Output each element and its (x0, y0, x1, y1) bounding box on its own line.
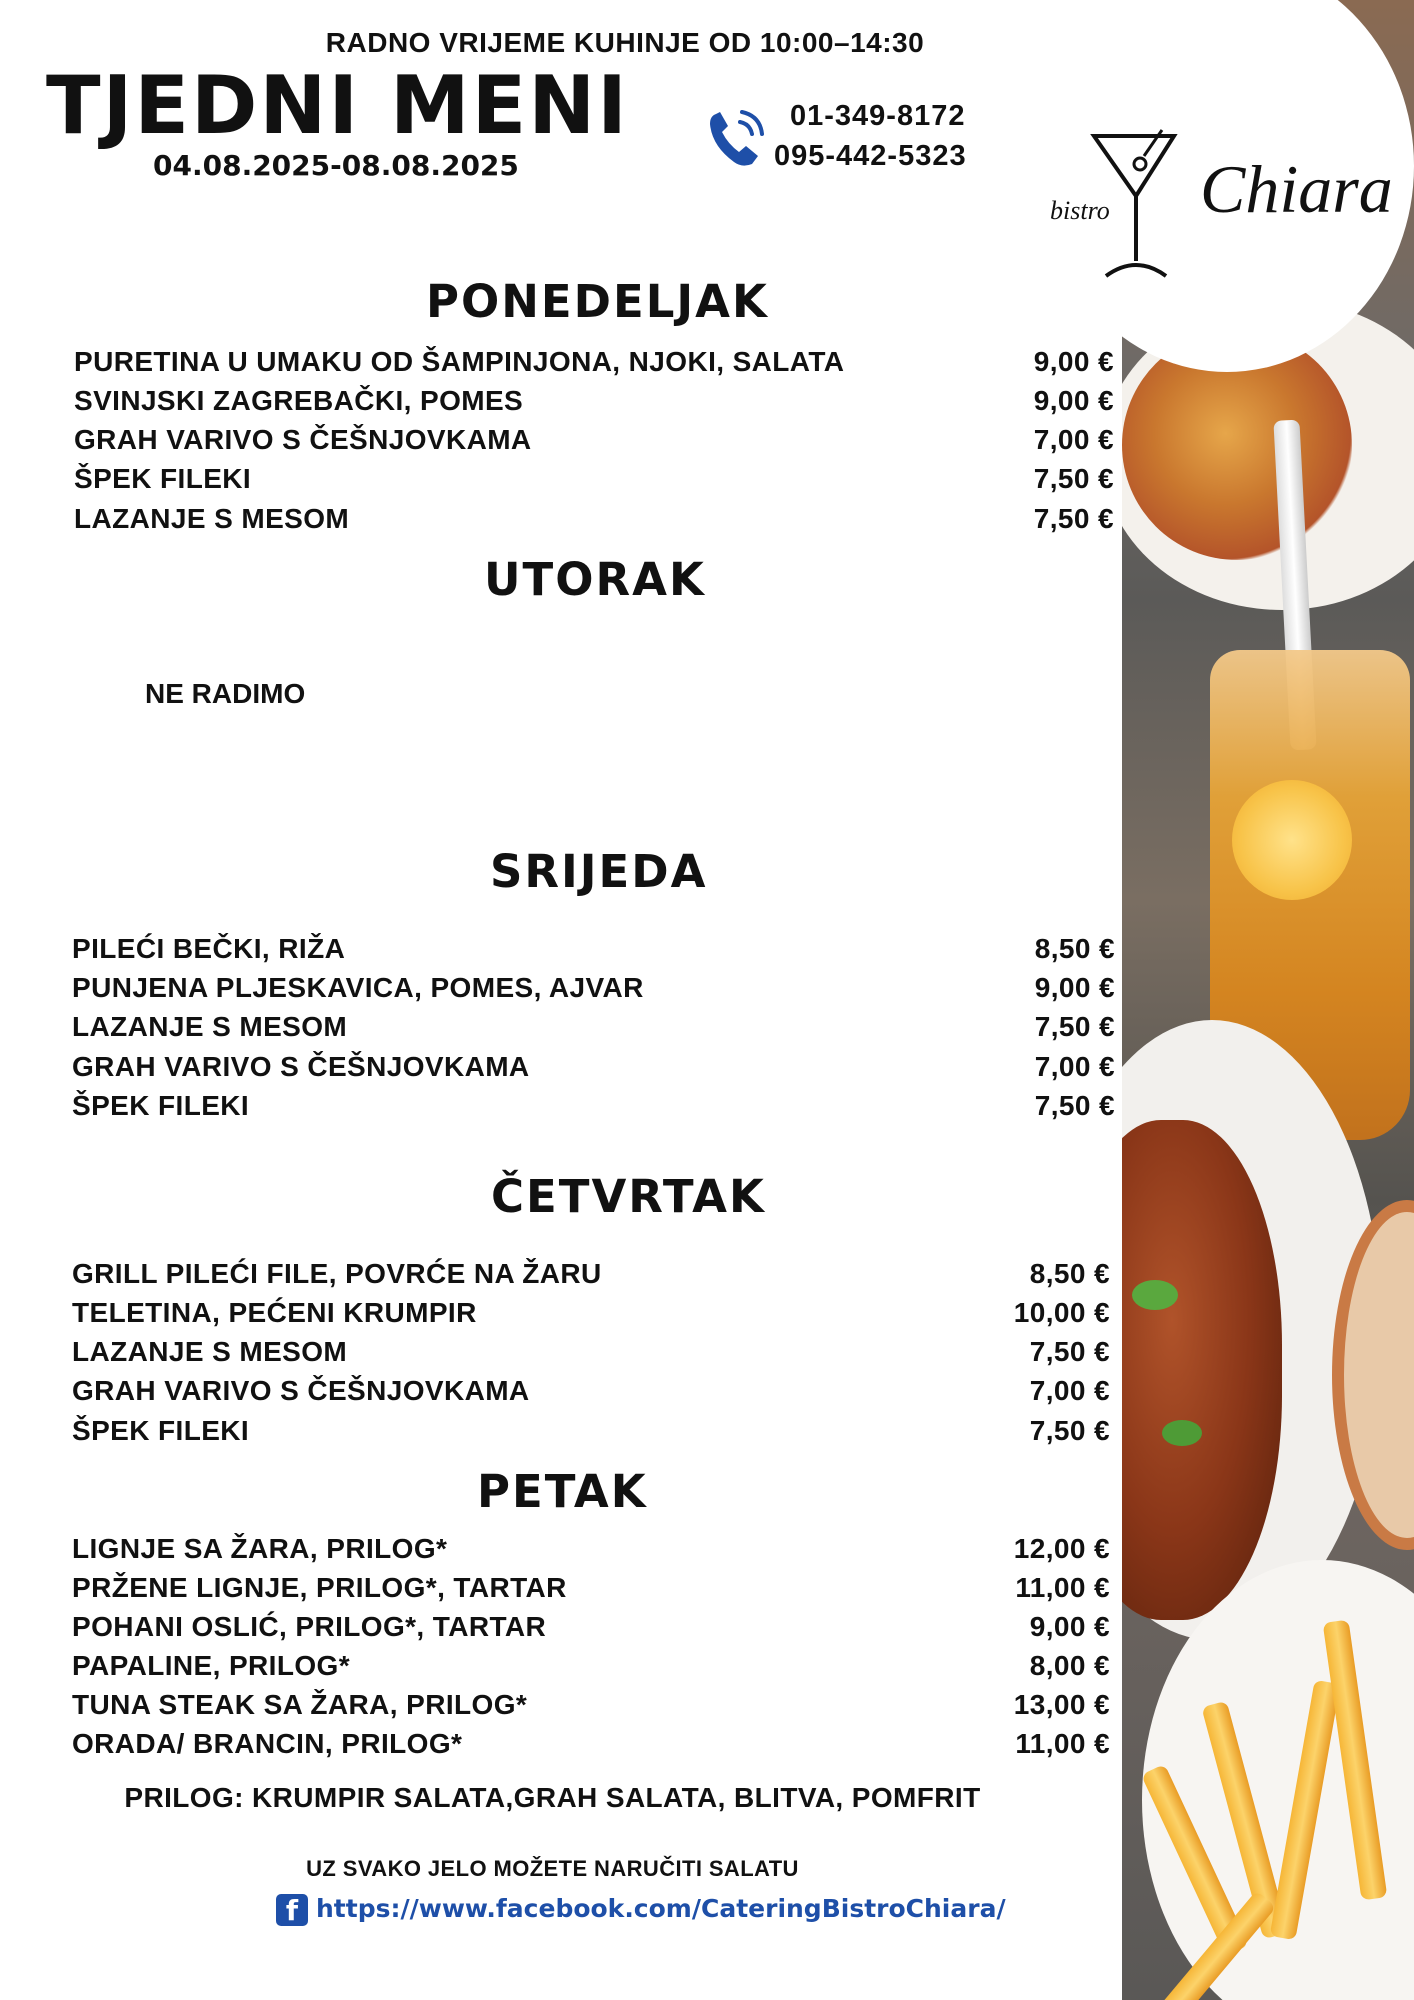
menu-item (72, 1011, 1115, 1047)
logo-prefix: bistro (1050, 196, 1110, 225)
menu-item (72, 933, 1115, 969)
item-price: 9,00 € (1033, 346, 1114, 377)
menu-item (72, 972, 1115, 1008)
item-name: PURETINA U UMAKU OD ŠAMPINJONA, NJOKI, SALATA (74, 346, 845, 377)
item-price: 9,00 € (1034, 972, 1115, 1003)
item-name: ŠPEK FILEKI (72, 1090, 250, 1121)
menu-item (72, 1090, 1115, 1126)
menu-item (72, 1611, 1110, 1647)
item-price: 11,00 € (1015, 1572, 1110, 1603)
item-price: 8,00 € (1029, 1650, 1110, 1681)
item-price: 7,50 € (1033, 463, 1114, 494)
item-name: PRŽENE LIGNJE, PRILOG*, TARTAR (72, 1572, 567, 1603)
item-name: LAZANJE S MESOM (72, 1011, 348, 1042)
item-name: ORADA/ BRANCIN, PRILOG* (72, 1728, 463, 1759)
item-name: GRAH VARIVO S ČEŠNJOVKAMA (74, 424, 532, 455)
item-name: GRAH VARIVO S ČEŠNJOVKAMA (72, 1375, 530, 1406)
item-price: 7,50 € (1029, 1415, 1110, 1446)
item-name: PILEĆI BEČKI, RIŽA (72, 933, 346, 964)
page-title: TJEDNI MENI (46, 59, 629, 152)
item-name: GRAH VARIVO S ČEŠNJOVKAMA (72, 1051, 530, 1082)
phone-number-2[interactable]: 095-442-5323 (774, 140, 967, 172)
menu-item (72, 1572, 1110, 1608)
item-name: SVINJSKI ZAGREBAČKI, POMES (74, 385, 524, 416)
menu-item (74, 385, 1114, 421)
menu-item (72, 1375, 1110, 1411)
menu-item (74, 346, 1114, 382)
day-heading-wednesday: SRIJEDA (490, 845, 708, 898)
menu-item (74, 463, 1114, 499)
item-price: 7,00 € (1034, 1051, 1115, 1082)
item-name: LIGNJE SA ŽARA, PRILOG* (72, 1533, 448, 1564)
item-price: 7,50 € (1029, 1336, 1110, 1367)
menu-item (72, 1297, 1110, 1333)
day-heading-monday: PONEDELJAK (426, 275, 769, 328)
menu-item (72, 1336, 1110, 1372)
menu-item (72, 1728, 1110, 1764)
menu-item (72, 1051, 1115, 1087)
phone-number-1[interactable]: 01-349-8172 (790, 100, 966, 132)
facebook-icon[interactable]: f (276, 1894, 308, 1926)
item-price: 7,50 € (1033, 503, 1114, 534)
menu-item (72, 1533, 1110, 1569)
item-name: TUNA STEAK SA ŽARA, PRILOG* (72, 1689, 528, 1720)
sides-note: PRILOG: KRUMPIR SALATA,GRAH SALATA, BLITVA, POMFRIT (124, 1782, 981, 1813)
item-name: LAZANJE S MESOM (74, 503, 350, 534)
item-name: PAPALINE, PRILOG* (72, 1650, 351, 1681)
facebook-link[interactable]: https://www.facebook.com/CateringBistroChiara/ (316, 1894, 1006, 1923)
salad-note: UZ SVAKO JELO MOŽETE NARUČITI SALATU (306, 1856, 799, 1881)
item-price: 7,00 € (1029, 1375, 1110, 1406)
item-price: 7,50 € (1034, 1011, 1115, 1042)
item-price: 10,00 € (1013, 1297, 1110, 1328)
date-range: 04.08.2025-08.08.2025 (153, 149, 519, 182)
scallion (1132, 1280, 1178, 1310)
item-price: 7,00 € (1033, 424, 1114, 455)
day-heading-tuesday: UTORAK (484, 553, 706, 606)
item-name: ŠPEK FILEKI (74, 463, 252, 494)
day-heading-friday: PETAK (477, 1465, 648, 1518)
scallion (1162, 1420, 1202, 1446)
menu-item (72, 1689, 1110, 1725)
lemon-slice (1232, 780, 1352, 900)
logo-name: Chiara (1200, 151, 1393, 227)
phone-icon (706, 108, 768, 170)
menu-item (74, 503, 1114, 539)
menu-item (72, 1415, 1110, 1451)
menu-item (72, 1650, 1110, 1686)
item-name: ŠPEK FILEKI (72, 1415, 250, 1446)
day-heading-thursday: ČETVRTAK (491, 1170, 766, 1223)
item-price: 13,00 € (1013, 1689, 1110, 1720)
closed-notice: NE RADIMO (145, 678, 306, 709)
item-name: GRILL PILEĆI FILE, POVRĆE NA ŽARU (72, 1258, 602, 1289)
item-name: PUNJENA PLJESKAVICA, POMES, AJVAR (72, 972, 644, 1003)
item-price: 8,50 € (1034, 933, 1115, 964)
item-price: 7,50 € (1034, 1090, 1115, 1121)
item-price: 9,00 € (1033, 385, 1114, 416)
kitchen-hours: RADNO VRIJEME KUHINJE OD 10:00–14:30 (325, 27, 925, 58)
menu-item (72, 1258, 1110, 1294)
item-name: LAZANJE S MESOM (72, 1336, 348, 1367)
item-price: 8,50 € (1029, 1258, 1110, 1289)
item-price: 12,00 € (1013, 1533, 1110, 1564)
menu-item (74, 424, 1114, 460)
item-name: TELETINA, PEĆENI KRUMPIR (72, 1297, 477, 1328)
item-price: 11,00 € (1015, 1728, 1110, 1759)
item-price: 9,00 € (1029, 1611, 1110, 1642)
item-name: POHANI OSLIĆ, PRILOG*, TARTAR (72, 1611, 547, 1642)
